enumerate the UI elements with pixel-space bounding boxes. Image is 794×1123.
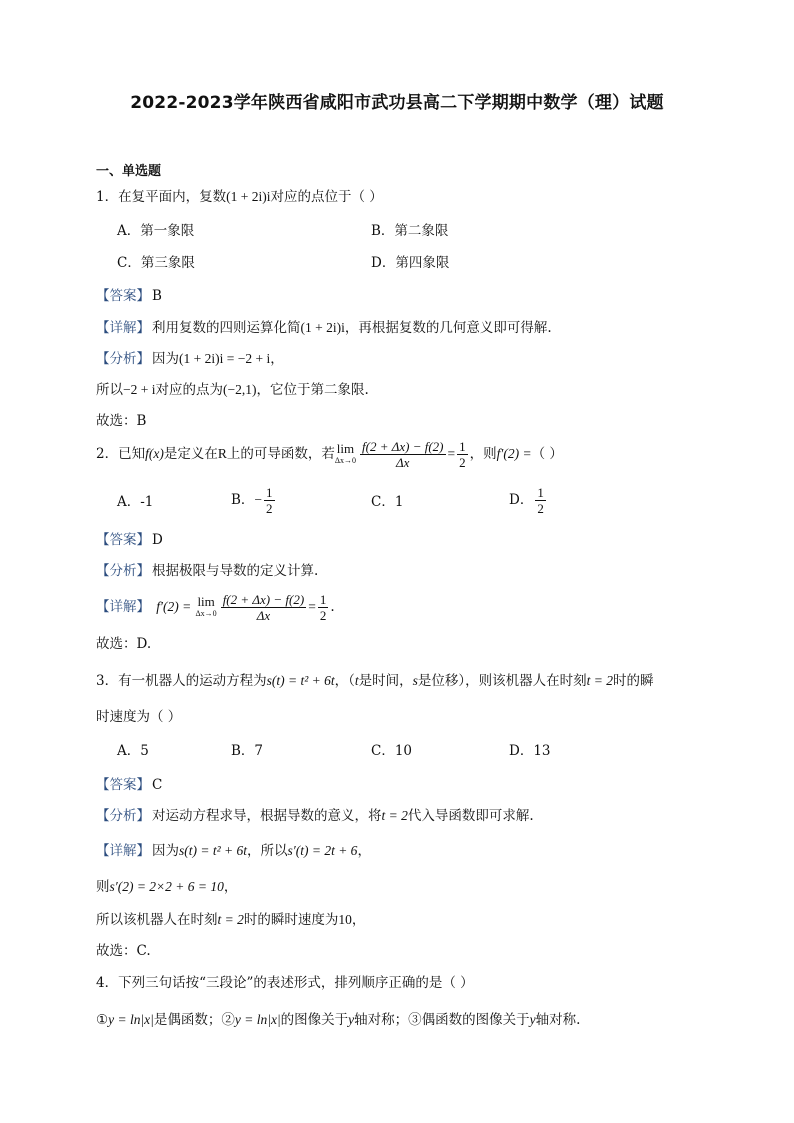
q3-detail bbox=[96, 841, 371, 861]
analysis-tag: 【分析】 bbox=[96, 351, 150, 367]
q2-option-d bbox=[509, 484, 548, 516]
q2-stem-text-d: ，则 bbox=[469, 446, 497, 462]
q3-detail-line2 bbox=[96, 877, 237, 897]
q2-detail-sub: Δx→0 bbox=[195, 608, 217, 618]
page-title: 2022-2023学年陕西省咸阳市武功县高二下学期期中数学（理）试题 bbox=[130, 93, 664, 113]
q3-detail-text-c: ， bbox=[357, 843, 371, 859]
q2-stem-text-b: 是定义在 bbox=[163, 446, 218, 462]
q4-y1: y bbox=[348, 1012, 355, 1027]
q2-detail bbox=[96, 590, 335, 624]
q3-stem bbox=[96, 671, 654, 691]
q1-detail-expr: (1 + 2i)i bbox=[300, 320, 345, 335]
q2-detail-lim: lim bbox=[197, 593, 215, 609]
q3-answer bbox=[96, 775, 162, 795]
q3-answer-value: C bbox=[152, 777, 163, 793]
q1-detail-text: 利用复数的四则运算化简 bbox=[152, 320, 301, 336]
q2-answer-value: D bbox=[152, 532, 163, 548]
q2-frac-den: Δx bbox=[396, 455, 410, 470]
q3-stem-line2: 时速度为（ ） bbox=[96, 709, 182, 725]
q3-t: t bbox=[354, 673, 359, 688]
q2-fx: f(x) bbox=[145, 446, 164, 461]
detail-tag: 【详解】 bbox=[96, 843, 150, 859]
q2-optB-den: 2 bbox=[266, 501, 273, 516]
q2-detail-eq: = bbox=[308, 599, 316, 614]
q2-detail-limit bbox=[195, 593, 217, 620]
q2-eq: = bbox=[447, 446, 456, 461]
q2-detail-end: . bbox=[330, 599, 335, 615]
q3-stem-text-d: 是位移），则该机器人在时刻 bbox=[417, 673, 587, 689]
q4-t3: 轴对称；③偶函数的图像关于 bbox=[354, 1012, 530, 1028]
q2-fprime: f′(2) = bbox=[496, 446, 532, 461]
q2-half-num: 1 bbox=[459, 439, 466, 454]
q1-option-d: D．第四象限 bbox=[371, 255, 450, 271]
q2-analysis bbox=[96, 561, 318, 581]
q3-option-c: C．10 bbox=[371, 743, 413, 759]
q4-stem: 4．下列三句话按“三段论”的表述形式，排列顺序正确的是（ ） bbox=[96, 975, 474, 991]
q1-line2-expr2: (−2,1) bbox=[222, 382, 257, 397]
q1-analysis-expr: (1 + 2i)i = −2 + i bbox=[179, 351, 271, 366]
q2-option-a: A．-1 bbox=[117, 494, 154, 510]
q2-choose: 故选：D. bbox=[96, 636, 152, 652]
q3-analysis bbox=[96, 806, 534, 826]
q2-limit bbox=[334, 440, 356, 467]
q2-detail-result bbox=[318, 592, 329, 623]
q1-line2-text: 所以 bbox=[96, 382, 123, 398]
q3-analysis-text: 对运动方程求导，根据导数的意义，将 bbox=[152, 808, 382, 824]
q1-analysis-text-b: ， bbox=[270, 351, 284, 367]
q2-stem-text-c: 上的可导函数，若 bbox=[226, 446, 335, 462]
q3-detail-e1: s(t) = t² + 6t bbox=[179, 843, 248, 858]
q1-stem-text-b: 对应的点位于（ ） bbox=[270, 189, 383, 205]
q2-optD-label: D． bbox=[509, 492, 534, 508]
q3-option-a: A．5 bbox=[117, 743, 149, 759]
q3-l3-v: 10 bbox=[338, 912, 352, 927]
q1-line2-expr1: −2 + i bbox=[123, 382, 156, 397]
q1-option-c: C．第三象限 bbox=[117, 255, 195, 271]
q1-answer bbox=[96, 286, 162, 306]
q1-detail-text-b: ，再根据复数的几何意义即可得解. bbox=[344, 320, 552, 336]
q3-s: s bbox=[412, 673, 418, 688]
q3-detail-text: 因为 bbox=[152, 843, 179, 859]
q2-stem bbox=[96, 438, 563, 470]
q4-t4: 轴对称. bbox=[535, 1012, 581, 1028]
q3-l2-expr: s′(2) = 2×2 + 6 = 10 bbox=[109, 879, 224, 894]
q1-stem bbox=[96, 187, 383, 207]
q3-detail-line3 bbox=[96, 910, 365, 930]
detail-tag: 【详解】 bbox=[96, 599, 150, 615]
q4-t1: 是偶函数；② bbox=[153, 1012, 235, 1028]
q1-line2-text-b: 对应的点为 bbox=[155, 382, 223, 398]
answer-tag: 【答案】 bbox=[96, 777, 150, 793]
q2-detail-frac bbox=[221, 592, 307, 623]
q2-detail-rd: 2 bbox=[319, 608, 327, 623]
q3-analysis-t: t = 2 bbox=[381, 808, 408, 823]
q2-optB-sign: − bbox=[254, 492, 263, 507]
q3-stem-text-e: 时的瞬 bbox=[613, 673, 654, 689]
q4-statements bbox=[96, 1010, 580, 1030]
q3-stem-text-c: 是时间， bbox=[358, 673, 413, 689]
q1-analysis-text: 因为 bbox=[152, 351, 179, 367]
q3-l3-text-c: ， bbox=[351, 912, 366, 928]
q2-optD-frac bbox=[535, 485, 546, 516]
q3-detail-text-b: ，所以 bbox=[247, 843, 288, 859]
q2-stem-text: 2．已知 bbox=[96, 446, 146, 462]
q2-detail-num: f(2 + Δx) − f(2) bbox=[222, 592, 305, 607]
q2-analysis-text: 根据极限与导数的定义计算. bbox=[152, 563, 319, 579]
q2-optB-num: 1 bbox=[266, 485, 273, 500]
q1-detail bbox=[96, 318, 552, 338]
analysis-tag: 【分析】 bbox=[96, 563, 150, 579]
q2-detail-rn: 1 bbox=[319, 592, 327, 607]
q2-half bbox=[457, 439, 468, 470]
q1-analysis bbox=[96, 349, 284, 369]
q1-option-b: B．第二象限 bbox=[371, 223, 449, 239]
q3-detail-e2: s′(t) = 2t + 6 bbox=[287, 843, 358, 858]
q4-y2: y bbox=[529, 1012, 536, 1027]
q2-optB-label: B． bbox=[231, 492, 255, 508]
q3-l2-text-b: ， bbox=[223, 879, 238, 895]
q2-option-c: C．1 bbox=[371, 494, 404, 510]
q3-eq: s(t) = t² + 6t bbox=[266, 673, 335, 688]
analysis-tag: 【分析】 bbox=[96, 808, 150, 824]
q4-t2: 的图像关于 bbox=[280, 1012, 349, 1028]
answer-tag: 【答案】 bbox=[96, 532, 150, 548]
q1-choose: 故选：B bbox=[96, 413, 147, 429]
q3-l3-t: t = 2 bbox=[217, 912, 244, 927]
q1-answer-value: B bbox=[152, 288, 162, 304]
q3-l2-text: 则 bbox=[96, 879, 110, 895]
q2-detail-den: Δx bbox=[256, 608, 271, 623]
q1-analysis-line2 bbox=[96, 380, 369, 400]
q4-c1: ① bbox=[96, 1012, 109, 1028]
q1-stem-text: 1．在复平面内，复数 bbox=[96, 189, 227, 205]
q2-optD-den: 2 bbox=[537, 501, 544, 516]
q4-e1: y = ln|x| bbox=[108, 1012, 154, 1027]
q3-t2: t = 2 bbox=[586, 673, 614, 688]
q1-option-a: A．第一象限 bbox=[117, 223, 195, 239]
q2-optD-num: 1 bbox=[537, 485, 544, 500]
q3-option-b: B．7 bbox=[231, 743, 264, 759]
q2-stem-text-e: （ ） bbox=[531, 446, 563, 462]
q1-line2-text-c: ，它位于第二象限. bbox=[256, 382, 369, 398]
section-heading: 一、单选题 bbox=[96, 164, 162, 179]
q2-optB-frac bbox=[264, 485, 275, 516]
q3-stem-text-b: ，（ bbox=[334, 673, 355, 689]
q2-R: R bbox=[217, 446, 227, 461]
q1-expr: (1 + 2i)i bbox=[226, 189, 271, 204]
detail-tag: 【详解】 bbox=[96, 320, 150, 336]
q4-e2: y = ln|x| bbox=[234, 1012, 281, 1027]
q2-answer bbox=[96, 530, 163, 550]
q3-analysis-text-b: 代入导函数即可求解. bbox=[407, 808, 534, 824]
q3-choose: 故选：C. bbox=[96, 943, 151, 959]
q2-frac-num: f(2 + Δx) − f(2) bbox=[362, 439, 444, 454]
q2-half-den: 2 bbox=[459, 455, 466, 470]
q2-fraction bbox=[360, 439, 446, 470]
q2-lim-label: lim bbox=[336, 440, 355, 456]
q2-option-b bbox=[231, 484, 277, 516]
q3-l3-text: 所以该机器人在时刻 bbox=[96, 912, 218, 928]
q3-l3-text-b: 时的瞬时速度为 bbox=[243, 912, 339, 928]
q2-detail-f: f′(2) = bbox=[156, 599, 192, 614]
q3-stem-text: 3．有一机器人的运动方程为 bbox=[96, 673, 267, 689]
q3-option-d: D．13 bbox=[509, 743, 551, 759]
answer-tag: 【答案】 bbox=[96, 288, 150, 304]
q2-lim-sub: Δx→0 bbox=[334, 455, 356, 465]
